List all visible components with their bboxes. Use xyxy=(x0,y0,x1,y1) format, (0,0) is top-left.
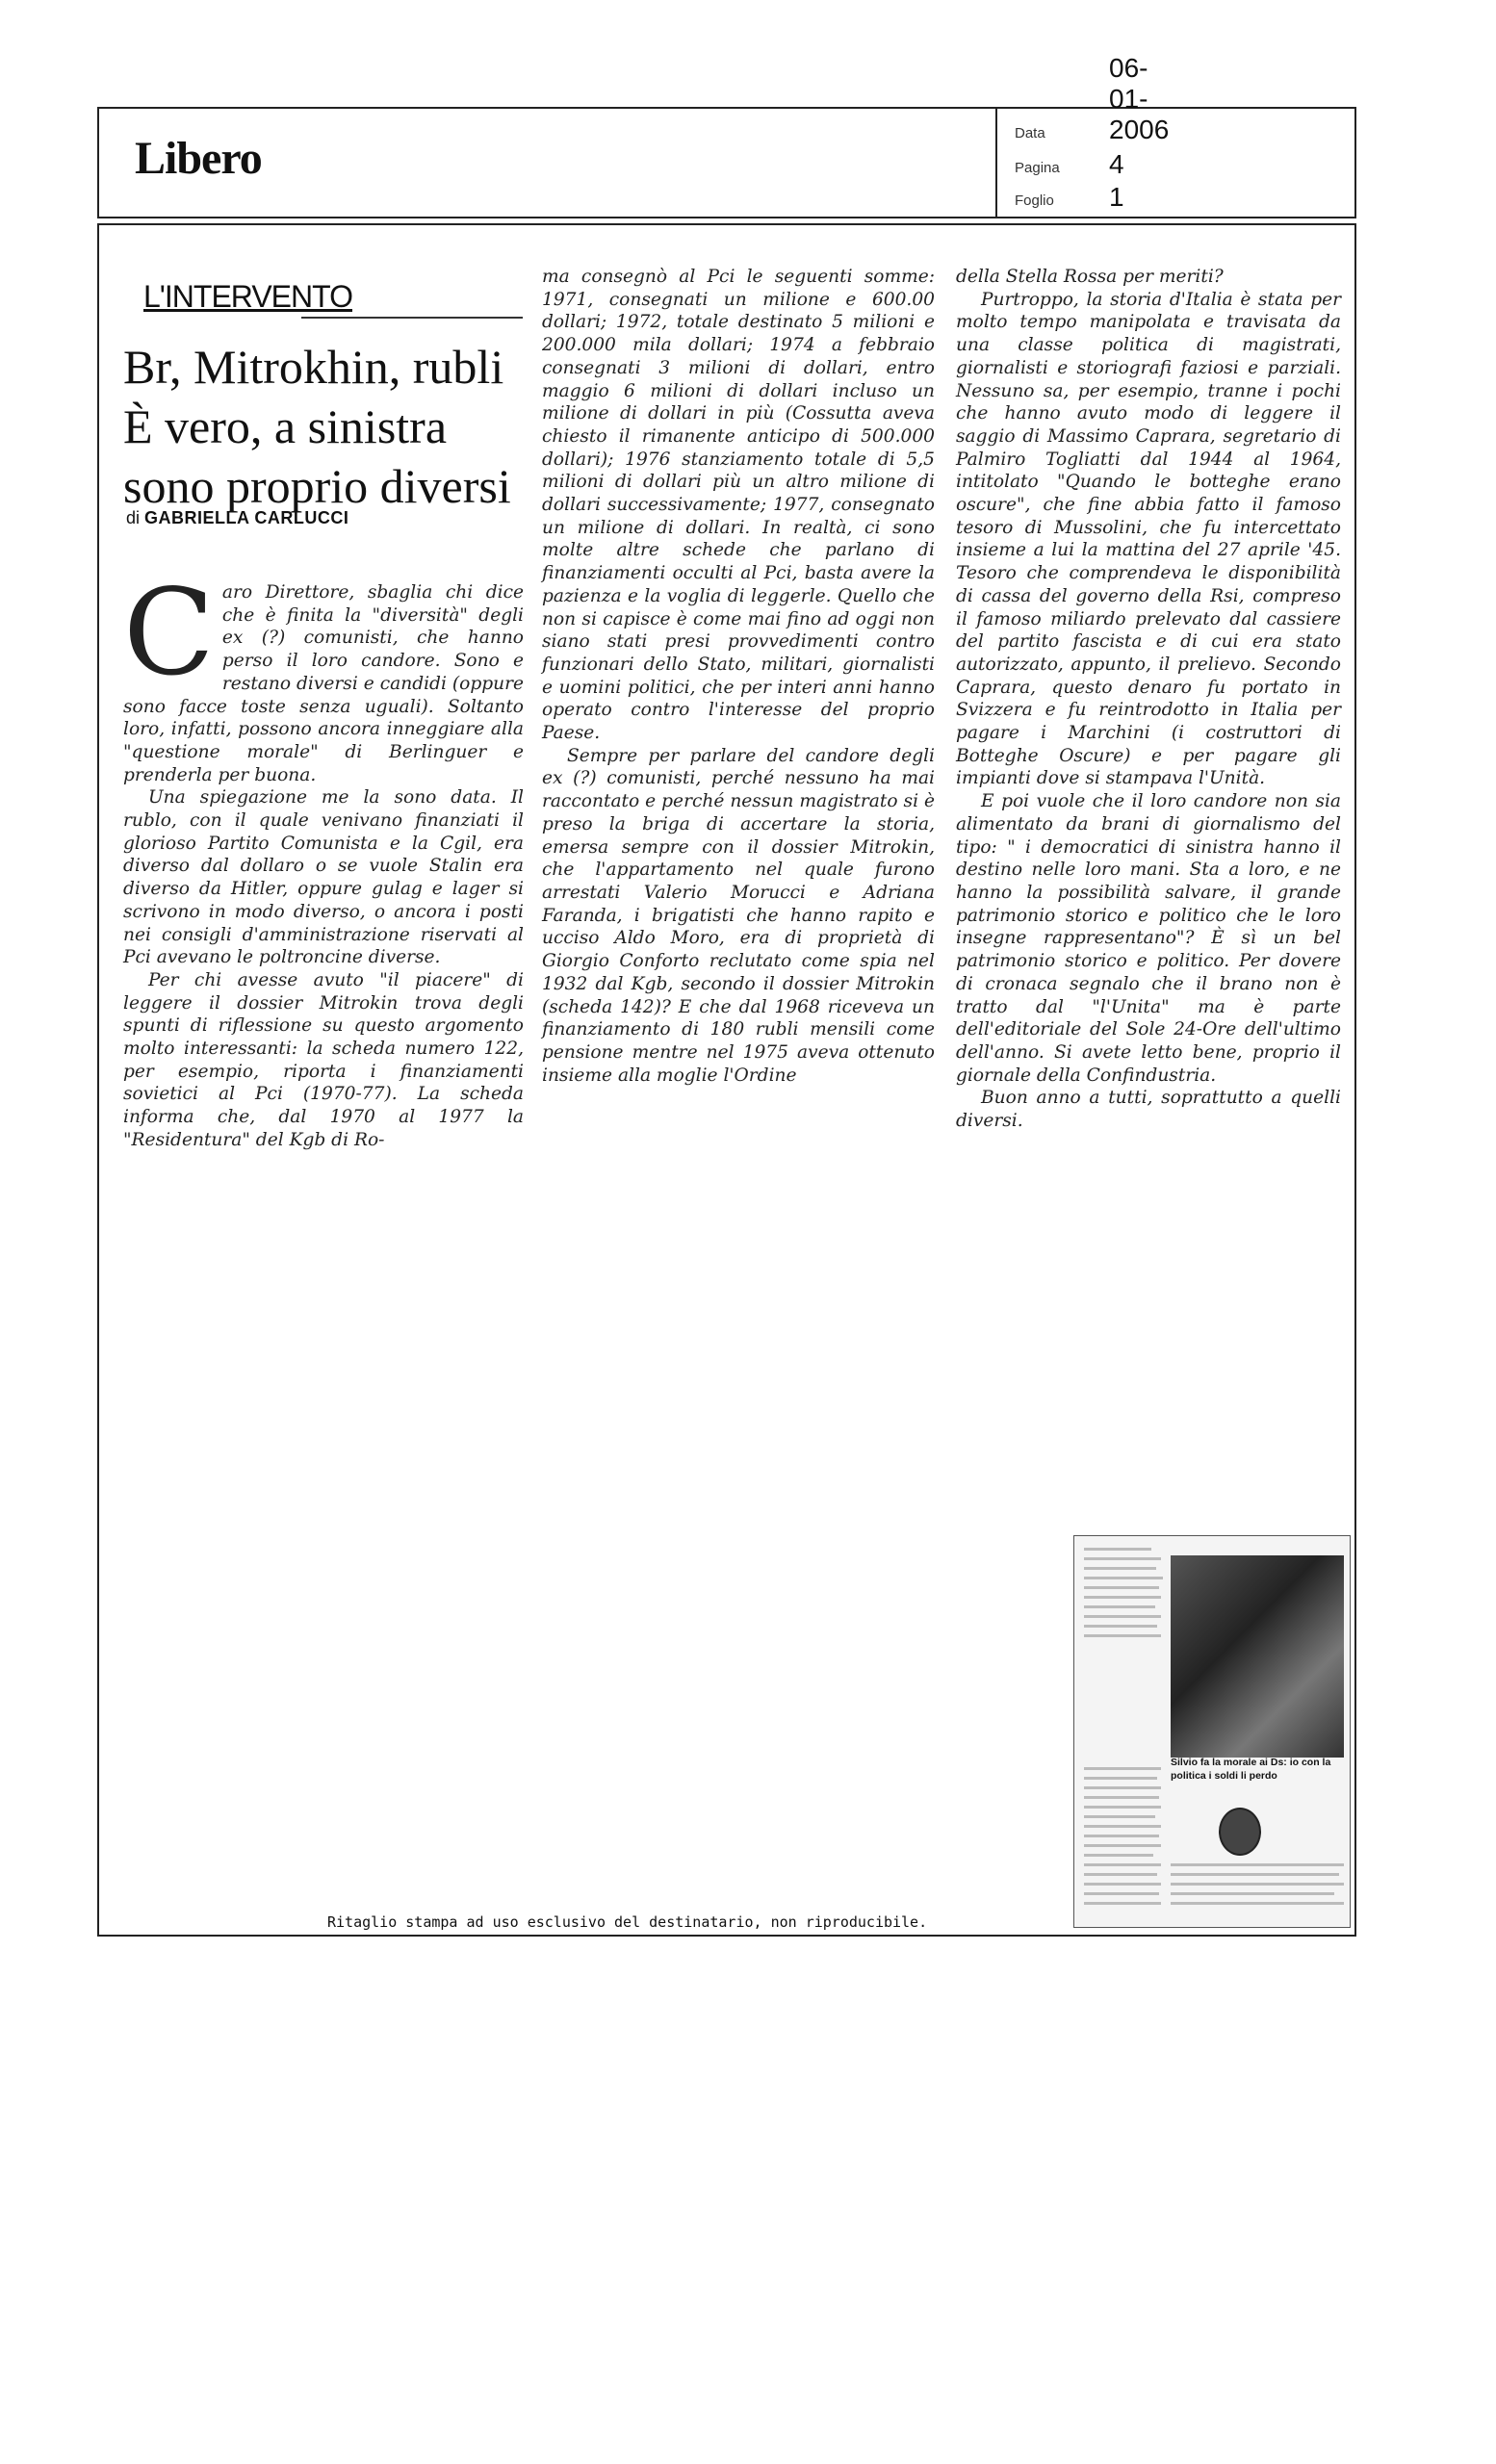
thumb-line xyxy=(1084,1835,1159,1837)
thumb-line xyxy=(1084,1902,1161,1905)
thumb-line xyxy=(1171,1902,1344,1905)
thumb-line xyxy=(1084,1777,1157,1780)
sheet-label: Foglio xyxy=(1015,192,1054,209)
headline-line: Br, Mitrokhin, rubli xyxy=(123,340,504,394)
sheet-value: 1 xyxy=(1109,182,1124,212)
paragraph: Per chi avesse avuto "il piacere" di leggere il dossier Mitrokin trova degli spunti di riflessione su questo argomento molto interessanti: la scheda numero 122, per esempio, riporta i finanziamenti sovietici al Pci (1970-77). La scheda informa che, dal 1970 al 1977 la "Residentura" del Kgb di Ro- xyxy=(123,969,524,1150)
thumb-line xyxy=(1084,1605,1155,1608)
article-column-3 xyxy=(956,266,1341,1133)
section-kicker: L'INTERVENTO xyxy=(143,279,352,314)
byline xyxy=(126,508,348,528)
headline-line: sono proprio diversi xyxy=(123,459,511,513)
paragraph: ma consegnò al Pci le seguenti somme: 1971, consegnati un milione e 600.00 dollari; 1972, totale destinato 5 milioni e 200.000 mila dollari; 1974 a febbraio consegnati 3 milioni di dollari, entro maggio 6 milioni di dollari incluso un milione di dollari in più (Cossutta aveva chiesto il rimanente anticipo di 500.000 dollari); 1976 stanziamento totale di 5,5 milioni di dollari più un altro milione di dollari successivamente; 1977, consegnato un milione di dollari. In realtà, ci sono molte altre schede che parlano di finanziamenti occulti al Pci, basta avere la pazienza e la voglia di leggerle. Quello che non si capisce è come mai fino ad oggi non siano stati presi provvedimenti contro funzionari dello Stato, militari, giornalisti e uomini politici, che per interi anni hanno operato contro l'interesse del proprio Paese. xyxy=(542,267,935,744)
date-label: Data xyxy=(1015,125,1045,141)
date-value: 06-01-2006 xyxy=(1109,53,1170,144)
kicker-rule xyxy=(301,317,523,319)
thumb-line xyxy=(1084,1596,1161,1599)
thumb-line xyxy=(1084,1892,1159,1895)
thumb-line xyxy=(1084,1548,1151,1551)
thumb-line xyxy=(1171,1892,1334,1895)
thumb-line xyxy=(1084,1786,1161,1789)
thumb-line xyxy=(1171,1863,1344,1866)
thumb-line xyxy=(1084,1767,1161,1770)
page-label: Pagina xyxy=(1015,160,1060,176)
thumb-line xyxy=(1084,1634,1161,1637)
thumb-line xyxy=(1084,1883,1161,1886)
thumbnail-headline: Silvio fa la morale ai Ds: io con la politica i soldi li perdo xyxy=(1171,1757,1331,1782)
paragraph xyxy=(123,564,524,786)
paragraph: E poi vuole che il loro candore non sia alimentato da brani di giornalismo del tipo: " i democratici di sinistra hanno il destino nelle loro mani. Sta a loro, e ne hanno la possibilità salvare, il grande patrimonio storico e politico che le loro insegne rappresentano"? È sì un bel patrimonio storico e politico. Per dovere di cronaca segnalo che il brano non è tratto dal "l'Unita" ma è parte dell'editoriale del Sole 24-Ore dell'ultimo dell'anno. Si avete letto bene, proprio il giornale della Confindustria. xyxy=(956,791,1341,1086)
drop-cap: C xyxy=(123,564,215,703)
byline-author: GABRIELLA CARLUCCI xyxy=(144,508,349,527)
paragraph: Una spiegazione me la sono data. Il rublo, con il quale venivano finanziati il glorioso Partito Comunista e la Cgil, era diverso dal dollaro o se vuole Stalin era diverso da Hitler, oppure gulag e lager si scrivono in modo diverso, o ancora i posti nei consigli d'amministrazione riservati al Pci avevano le poltroncine diverse. xyxy=(123,787,524,968)
page-value: 4 xyxy=(1109,149,1124,179)
thumb-line xyxy=(1171,1873,1339,1876)
thumb-line xyxy=(1084,1625,1157,1628)
thumb-line xyxy=(1084,1577,1163,1579)
clipping-meta xyxy=(995,53,1356,217)
thumbnail-portrait xyxy=(1219,1808,1261,1856)
thumb-line xyxy=(1084,1567,1156,1570)
thumb-line xyxy=(1084,1806,1161,1809)
paragraph: Buon anno a tutti, soprattutto a quelli diversi. xyxy=(956,1088,1341,1132)
paragraph: della Stella Rossa per meriti? xyxy=(956,267,1224,287)
thumb-line xyxy=(1084,1825,1161,1828)
article-column-1 xyxy=(123,564,524,1152)
thumb-line xyxy=(1084,1844,1161,1847)
article-column-2 xyxy=(542,266,935,1087)
clipping-header xyxy=(97,53,1356,218)
newspaper-logo: Libero xyxy=(135,133,262,184)
thumb-line xyxy=(1084,1863,1161,1866)
article-headline xyxy=(123,337,537,516)
thumbnail-photo xyxy=(1171,1555,1344,1758)
paragraph: Sempre per parlare del candore degli ex (?) comunisti, perché nessuno ha mai raccontato e perché nessun magistrato si è preso la briga di accertare la storia, emersa sempre con il dossier Mitrokin, che l'appartamento nel quale furono arrestati Valerio Morucci e Adriana Faranda, i brigatisti che hanno rapito e ucciso Aldo Moro, era di proprietà di Giorgio Conforto reclutato come spia nel 1932 dal Kgb, secondo il dossier Mitrokin (scheda 142)? E che dal 1968 riceveva un finanziamento di 180 rubli mensili come pensione mentre nel 1975 aveva ottenuto insieme alla moglie l'Ordine xyxy=(542,745,935,1086)
thumb-line xyxy=(1171,1883,1344,1886)
thumb-line xyxy=(1084,1615,1161,1618)
thumb-line xyxy=(1084,1854,1153,1857)
paragraph-text: aro Direttore, sbaglia chi dice che è finita la "diversità" degli ex (?) comunisti, che hanno perso il loro candore. Sono e restano diversi e candidi (oppure sono facce toste senza uguali). Soltanto loro, infatti, possono ancora inneggiare alla "questione morale" di Berlinguer e prenderla per buona. xyxy=(123,582,524,785)
thumb-line xyxy=(1084,1586,1159,1589)
page-thumbnail xyxy=(1073,1535,1351,1928)
thumb-line xyxy=(1084,1557,1161,1560)
thumb-line xyxy=(1084,1815,1155,1818)
thumb-line xyxy=(1084,1796,1159,1799)
clipping-footer-notice: Ritaglio stampa ad uso esclusivo del destinatario, non riproducibile. xyxy=(327,1913,928,1931)
thumb-line xyxy=(1084,1873,1157,1876)
paragraph: Purtroppo, la storia d'Italia è stata per molto tempo manipolata e travisata da una classe politica di magistrati, giornalisti e storiografi faziosi e parziali. Nessuno sa, per esempio, tranne i pochi che hanno avuto modo di leggere il saggio di Massimo Caprara, segretario di Palmiro Togliatti dal 1944 al 1964, intitolato "Quando le botteghe erano oscure", che fine abbia fatto il famoso tesoro di Mussolini, che fu intercettato insieme a lui la mattina del 27 aprile '45. Tesoro che comprendeva le disponibilità di cassa del governo della Rsi, compreso il famoso miliardo prelevato dal cassiere del partito fascista e di cui era stato autorizzato, appunto, il prelievo. Secondo Caprara, questo denaro fu portato in Svizzera e fu reintrodotto in Italia per pagare i Marchini (i costruttori di Botteghe Oscure) e per pagare gli impianti dove si stampava l'Unità. xyxy=(956,289,1341,789)
headline-line: È vero, a sinistra xyxy=(123,399,448,453)
byline-prefix: di xyxy=(126,508,141,527)
